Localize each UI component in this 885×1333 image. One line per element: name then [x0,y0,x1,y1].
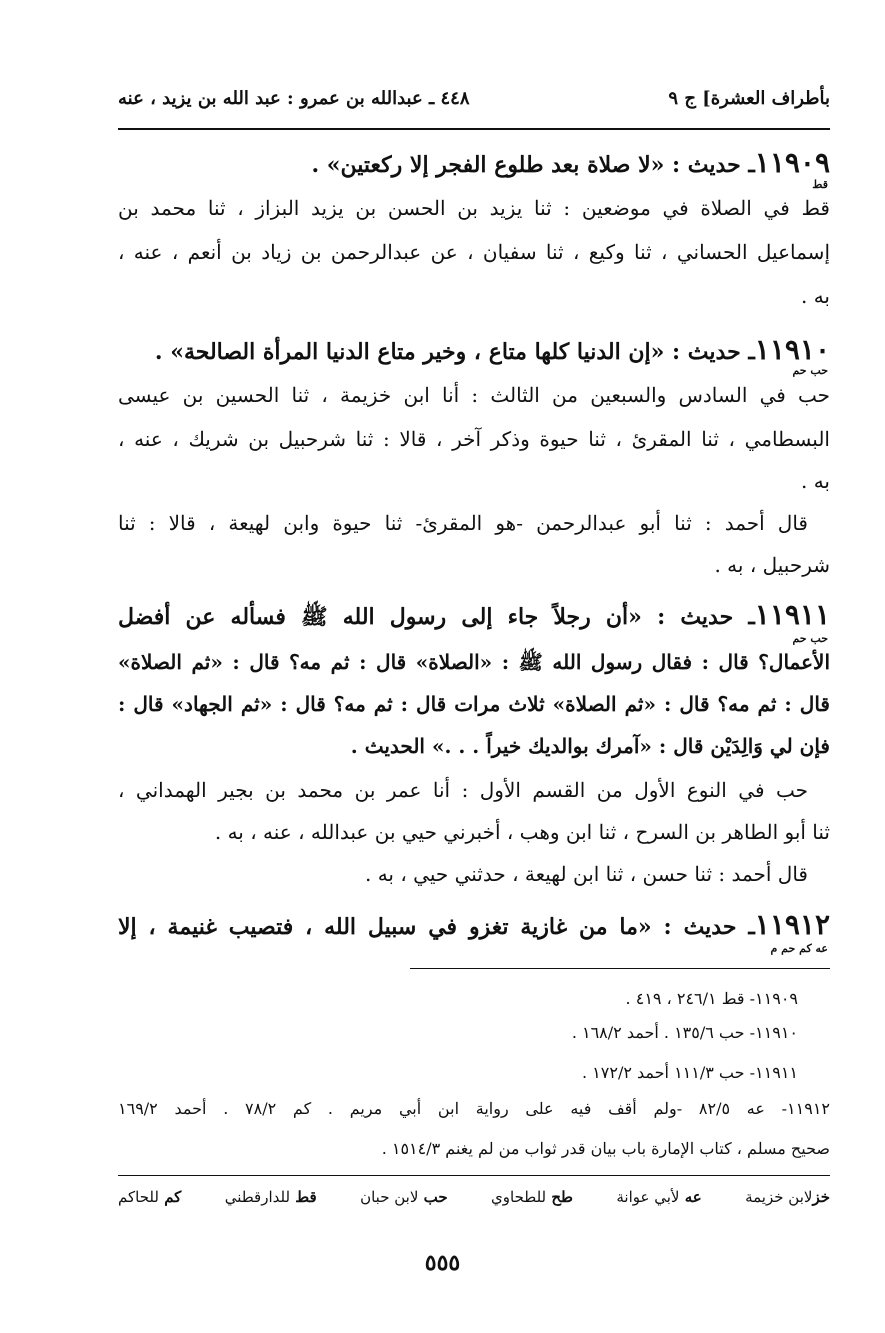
text-line: قال : ثم مه؟ قال : «ثم الصلاة» ثلاث مرات قال : ثم مه؟ قال : «ثم الجهاد» قال : [118,692,830,716]
header-rule [118,128,830,130]
legend-item: حب لابن حبان [360,1188,448,1206]
text-line: به . [800,284,830,308]
hadith-text: ـ حديث : «لا صلاة بعد طلوع الفجر إلا ركعتين» . [311,152,755,178]
footnote: ١١٩١٠- حب ١٣٥/٦ . أحمد ١٦٨/٢ . [571,1023,798,1042]
text-line: ثنا أبو الطاهر بن السرح ، ثنا ابن وهب ، أخبرني حيي بن عبدالله ، عنه ، به . [214,820,830,844]
hadith-heading [118,910,830,942]
footnote: ١١٩٠٩- قط ٢٤٦/١ ، ٤١٩ . [625,989,798,1008]
header-chapter: ٤٤٨ ـ عبدالله بن عمرو : عبد الله بن يزيد ، عنه [118,88,470,109]
text-line: به . [800,469,830,493]
legend-item: خزلابن خزيمة [745,1188,830,1206]
legend-item: عه لأبي عوانة [616,1188,702,1206]
footnote: صحيح مسلم ، كتاب الإمارة باب بيان قدر ثواب من لم يغنم ١٥١٤/٣ . [381,1139,830,1158]
sigla-legend [118,1188,830,1206]
page-number: ٥٥٥ [424,1250,461,1276]
text-line: حب في النوع الأول من القسم الأول : أنا عمر بن محمد بن بجير الهمداني ، [118,778,808,802]
text-line: قال أحمد : ثنا أبو عبدالرحمن -هو المقرئ- ثنا حيوة وابن لهيعة ، قالا : ثنا [118,511,808,535]
hadith-heading [118,600,830,632]
hadith-number: ١١٩١٢ [754,908,830,941]
header-volume: بأطراف العشرة] ج ٩ [668,88,830,109]
text-line: قال أحمد : ثنا حسن ، ثنا ابن لهيعة ، حدثني حيي ، به . [364,862,808,886]
hadith-text: ـ حديث : «ما من غازية تغزو في سبيل الله ، فتصيب غنيمة ، إلا [118,914,755,940]
legend-item: كم للحاكم [118,1188,182,1206]
running-header [118,88,830,118]
hadith-text: ـ حديث : «إن الدنيا كلها متاع ، وخير متاع الدنيا المرأة الصالحة» . [154,339,755,365]
hadith-number: ١١٩١٠ [754,333,830,366]
hadith-sigla: حب حم [792,632,828,645]
text-line: الأعمال؟ قال : فقال رسول الله ﷺ : «الصلاة» قال : ثم مه؟ قال : «ثم الصلاة» [118,650,830,674]
hadith-heading [118,335,830,367]
legend-item: طح للطحاوي [491,1188,573,1206]
hadith-sigla: عه كم حم م [770,942,828,955]
footnote: ١١٩١١- حب ١١١/٣ أحمد ١٧٢/٢ . [581,1063,798,1082]
text-line: شرحبيل ، به . [714,553,830,577]
hadith-number: ١١٩٠٩ [754,146,830,179]
legend-item: قط للدارقطني [224,1188,317,1206]
footnote: ١١٩١٢- عه ٨٢/٥ -ولم أقف فيه على رواية ابن أبي مريم . كم ٧٨/٢ . أحمد ١٦٩/٢ [118,1099,831,1118]
hadith-number: ١١٩١١ [754,598,830,631]
text-line: إسماعيل الحساني ، ثنا وكيع ، ثنا سفيان ، عن عبدالرحمن بن زياد بن أنعم ، عنه ، [118,240,830,264]
text-line: قط في الصلاة في موضعين : ثنا يزيد بن الحسن بن يزيد البزاز ، ثنا محمد بن [118,196,830,220]
legend-rule [118,1175,830,1176]
hadith-heading [118,148,830,180]
hadith-text: ـ حديث : «أن رجلاً جاء إلى رسول الله ﷺ فسأله عن أفضل [118,604,755,630]
hadith-sigla: قط [812,178,828,191]
text-line: فإن لي وَالِدَيْن قال : «آمرك بوالديك خيراً . . .» الحديث . [350,734,830,758]
text-line: حب في السادس والسبعين من الثالث : أنا ابن خزيمة ، ثنا الحسين بن عيسى [118,383,830,407]
hadith-sigla: حب حم [792,364,828,377]
footnote-rule [410,968,830,969]
text-line: البسطامي ، ثنا المقرئ ، ثنا حيوة وذكر آخر ، قالا : ثنا شرحبيل بن شريك ، عنه ، [118,427,830,451]
